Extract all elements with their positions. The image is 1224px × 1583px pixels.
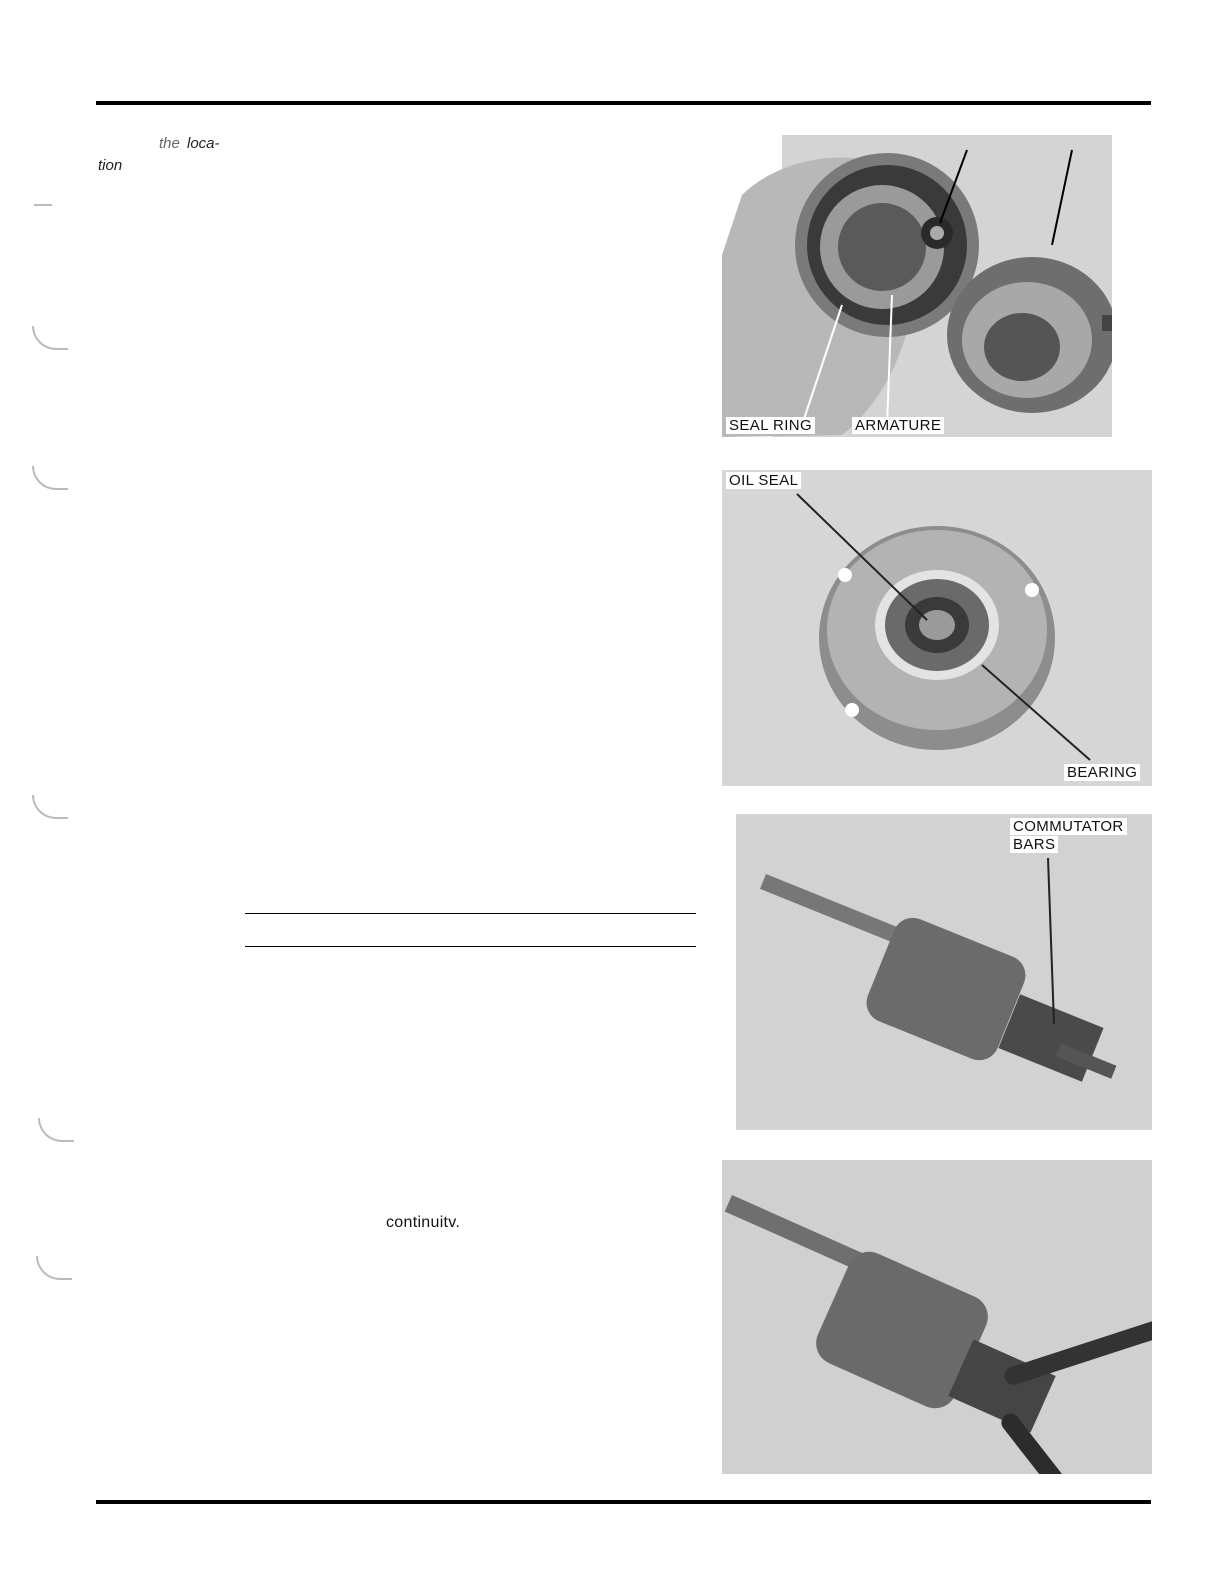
- binding-mark: [32, 326, 68, 350]
- label-commutator: COMMUTATOR: [1010, 818, 1127, 835]
- label-oil-seal: OIL SEAL: [726, 472, 801, 489]
- label-seal-ring: SEAL RING: [726, 417, 815, 434]
- binding-mark: [32, 795, 68, 819]
- photo-armature-continuity-test: [722, 1160, 1152, 1474]
- binding-mark: [34, 190, 52, 206]
- label-bars: BARS: [1010, 836, 1058, 853]
- top-rule: [96, 101, 1151, 105]
- photo-starter-disassembly: [722, 135, 1112, 437]
- continuity-text: continuitv.: [386, 1214, 461, 1231]
- binding-mark: [38, 1118, 74, 1142]
- photo-front-bracket: [722, 470, 1152, 786]
- text-fragment-loca: loca-: [187, 135, 220, 152]
- label-bearing: BEARING: [1064, 764, 1140, 781]
- label-armature: ARMATURE: [852, 417, 944, 434]
- table-rule-top: [245, 913, 696, 914]
- binding-mark: [32, 466, 68, 490]
- text-fragment-the: the: [159, 135, 180, 152]
- table-rule-bottom: [245, 946, 696, 947]
- text-fragment-tion: tion: [98, 157, 123, 174]
- binding-mark: [36, 1256, 72, 1280]
- bottom-rule: [96, 1500, 1151, 1504]
- photo-armature-commutator: [736, 814, 1152, 1130]
